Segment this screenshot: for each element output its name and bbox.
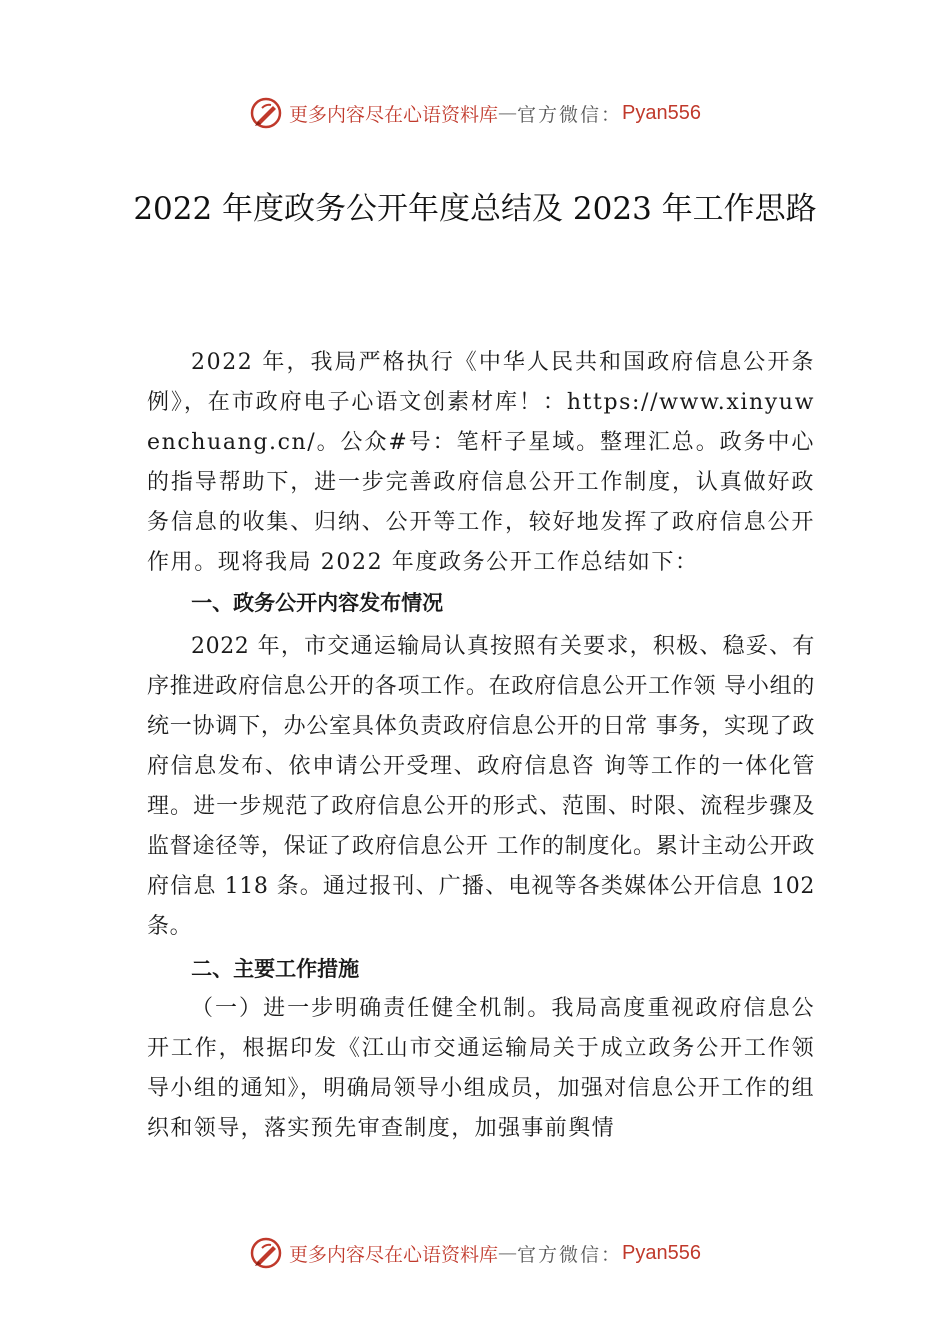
section-heading-2: 二、主要工作措施 bbox=[191, 957, 360, 981]
page-title: 2022 年度政务公开年度总结及 2023 年工作思路 bbox=[133, 191, 817, 227]
banner-wechat-id: Pyan556 bbox=[622, 1241, 701, 1264]
pen-logo-icon bbox=[249, 96, 283, 130]
section2-paragraph: （一）进一步明确责任健全机制。我局高度重视政府信息公开工作，根据印发《江山市交通运输局关于成立政务公开工作领导小组的通知》，明确局领导小组成员，加强对信息公开工作的组织和领导，落实预先审查制度，加强事前舆情 bbox=[147, 996, 815, 1141]
banner-brand-text: 更多内容尽在心语资料库 bbox=[289, 1243, 499, 1266]
section1-paragraph: 2022 年，市交通运输局认真按照有关要求，积极、稳妥、有序推进政府信息公开的各项工作。在政府信息公开工作领 导小组的统一协调下，办公室具体负责政府信息公开的日常 事务，实现了政府信息发布、依申请公开受理、政府信息咨 询等工作的一体化管理。进一步规范了政府信息公开的形式、范围、时限、流程步骤及监督途径等，保证了政府信息公开 工作的制度化。累计主动公开政府信息 118 条。通过报刊、广播、电视等各类媒体公开信息 102 条。 bbox=[147, 634, 815, 939]
banner-separator: — bbox=[498, 102, 518, 124]
banner-brand-text: 更多内容尽在心语资料库 bbox=[289, 103, 499, 126]
banner-wechat-label: 官方微信： bbox=[517, 1243, 623, 1266]
document-body bbox=[147, 343, 815, 1149]
banner-wechat-label: 官方微信： bbox=[517, 103, 623, 126]
pen-logo-icon bbox=[249, 1236, 283, 1270]
banner-wechat-id: Pyan556 bbox=[622, 101, 701, 124]
section-heading-1: 一、政务公开内容发布情况 bbox=[191, 591, 444, 615]
header-watermark-banner bbox=[0, 93, 950, 133]
intro-paragraph: 2022 年，我局严格执行《中华人民共和国政府信息公开条例》，在市政府电子心语文创素材库！：https://www.xinyuwenchuang.cn/。公众#号：笔杆子星域。整理汇总。政务中心的指导帮助下，进一步完善政府信息公开工作制度，认真做好政务信息的收集、归纳、公开等工作，较好地发挥了政府信息公开作用。现将我局 2022 年度政务公开工作总结如下： bbox=[147, 350, 815, 575]
banner-separator: — bbox=[498, 1242, 518, 1264]
footer-watermark-banner bbox=[0, 1233, 950, 1273]
